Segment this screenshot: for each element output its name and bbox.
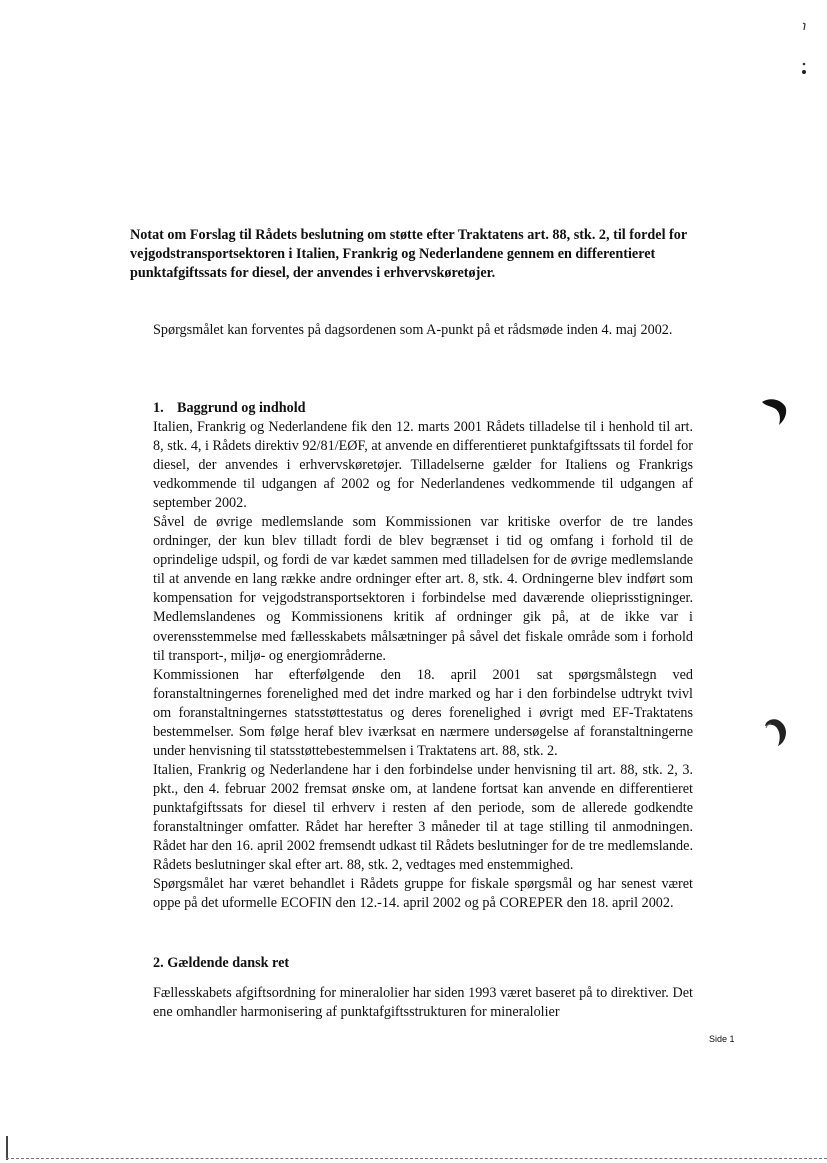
punch-hole-mark-upper [758, 396, 788, 428]
section-1-paragraph: Italien, Frankrig og Nederlandene har i den forbindelse under henvisning til art. 88, stk. 2, 3. pkt., den 4. februar 2002 fremsat ønske om, at landene fortsat kan anvende en differentieret punktafgiftssats for diesel til erhverv i resten af den periode, som de allerede godkendte foranstaltninger omfatter. Rådet har herefter 3 måneder til at tage stilling til anmodningen. Rådet har den 16. april 2002 fremsendt udkast til Rådets beslutninger for de tre medlemslande. Rådets beslutninger skal efter art. 88, stk. 2, vedtages med enstemmighed. [153, 761, 693, 874]
section-2-body [153, 984, 693, 1022]
section-2-paragraph: Fællesskabets afgiftsordning for mineralolier har siden 1993 været baseret på to direktiver. Det ene omhandler harmonisering af punktafgiftsstrukturen for mineralolier [153, 985, 693, 1020]
section-1-paragraph: Italien, Frankrig og Nederlandene fik den 12. marts 2001 Rådets tilladelse til i henhold til art. 8, stk. 4, i Rådets direktiv 92/81/EØF, at anvende en differentieret punktafgiftssats til fordel for diesel, der anvendes i erhvervskøretøjer. Tilladelserne gælder for Italiens og Frankrigs vedkommende til udgangen af 2002 og for Nederlandenes vedkommende til udgangen af september 2002. [153, 419, 693, 512]
section-1-title: Baggrund og indhold [177, 400, 306, 416]
section-1-paragraph: Spørgsmålet har været behandlet i Rådets gruppe for fiskale spørgsmål og har senest været oppe på det uformelle ECOFIN den 12.-14. april 2002 og på COREPER den 18. april 2002. [153, 876, 693, 912]
scan-speck-mark [798, 20, 810, 80]
section-1-body [153, 418, 693, 913]
punch-hole-mark-lower [760, 716, 790, 748]
left-margin-rule [6, 1136, 8, 1160]
agenda-note: Spørgsmålet kan forventes på dagsordenen som A-punkt på et rådsmøde inden 4. maj 2002. [153, 322, 673, 338]
section-1-paragraph: Kommissionen har efterfølgende den 18. april 2001 sat spørgsmålstegn ved foranstaltningernes forenelighed med det indre marked og har i den forbindelse udtrykt tvivl om foranstaltningernes statsstøttestatus og deres forenelighed i øvrigt med EF-Traktatens bestemmelser. Som følge heraf blev iværksat en nærmere undersøgelse af foranstaltningerne under henvisning til statsstøttebestemmelsen i Traktatens art. 88, stk. 2. [153, 666, 693, 759]
section-1-number: 1. [153, 400, 164, 416]
section-1-paragraph: Såvel de øvrige medlemslande som Kommissionen var kritiske overfor de tre landes ordninger, der kun blev tilladt fordi de blev begrænset i tid og omfang i forhold til de oprindelige udspil, og fordi de var kædet sammen med tilladelsen for de øvrige medlemslande til at anvende en lang række andre ordninger efter art. 8, stk. 4. Ordningerne blev indført som kompensation for vejgodstransportsektoren i forbindelse med daværende olieprisstigninger. Medlemslandenes og Kommissionens kritik af ordninger gik på, at de ikke var i overensstemmelse med fællesskabets målsætninger på såvel det fiskale område som i forhold til transport-, miljø- og energiområderne. [153, 514, 693, 664]
bottom-edge-rule [6, 1158, 827, 1159]
section-2-heading: 2. Gældende dansk ret [153, 955, 290, 971]
section-1-heading [153, 399, 306, 418]
document-title: Notat om Forslag til Rådets beslutning om støtte efter Traktatens art. 88, stk. 2, til fordel for vejgodstransportsektoren i Italien, Frankrig og Nederlandene gennem en differentieret punktafgiftssats for diesel, der anvendes i erhvervskøretøjer. [130, 227, 687, 281]
page-number: Side 1 [709, 1034, 735, 1044]
